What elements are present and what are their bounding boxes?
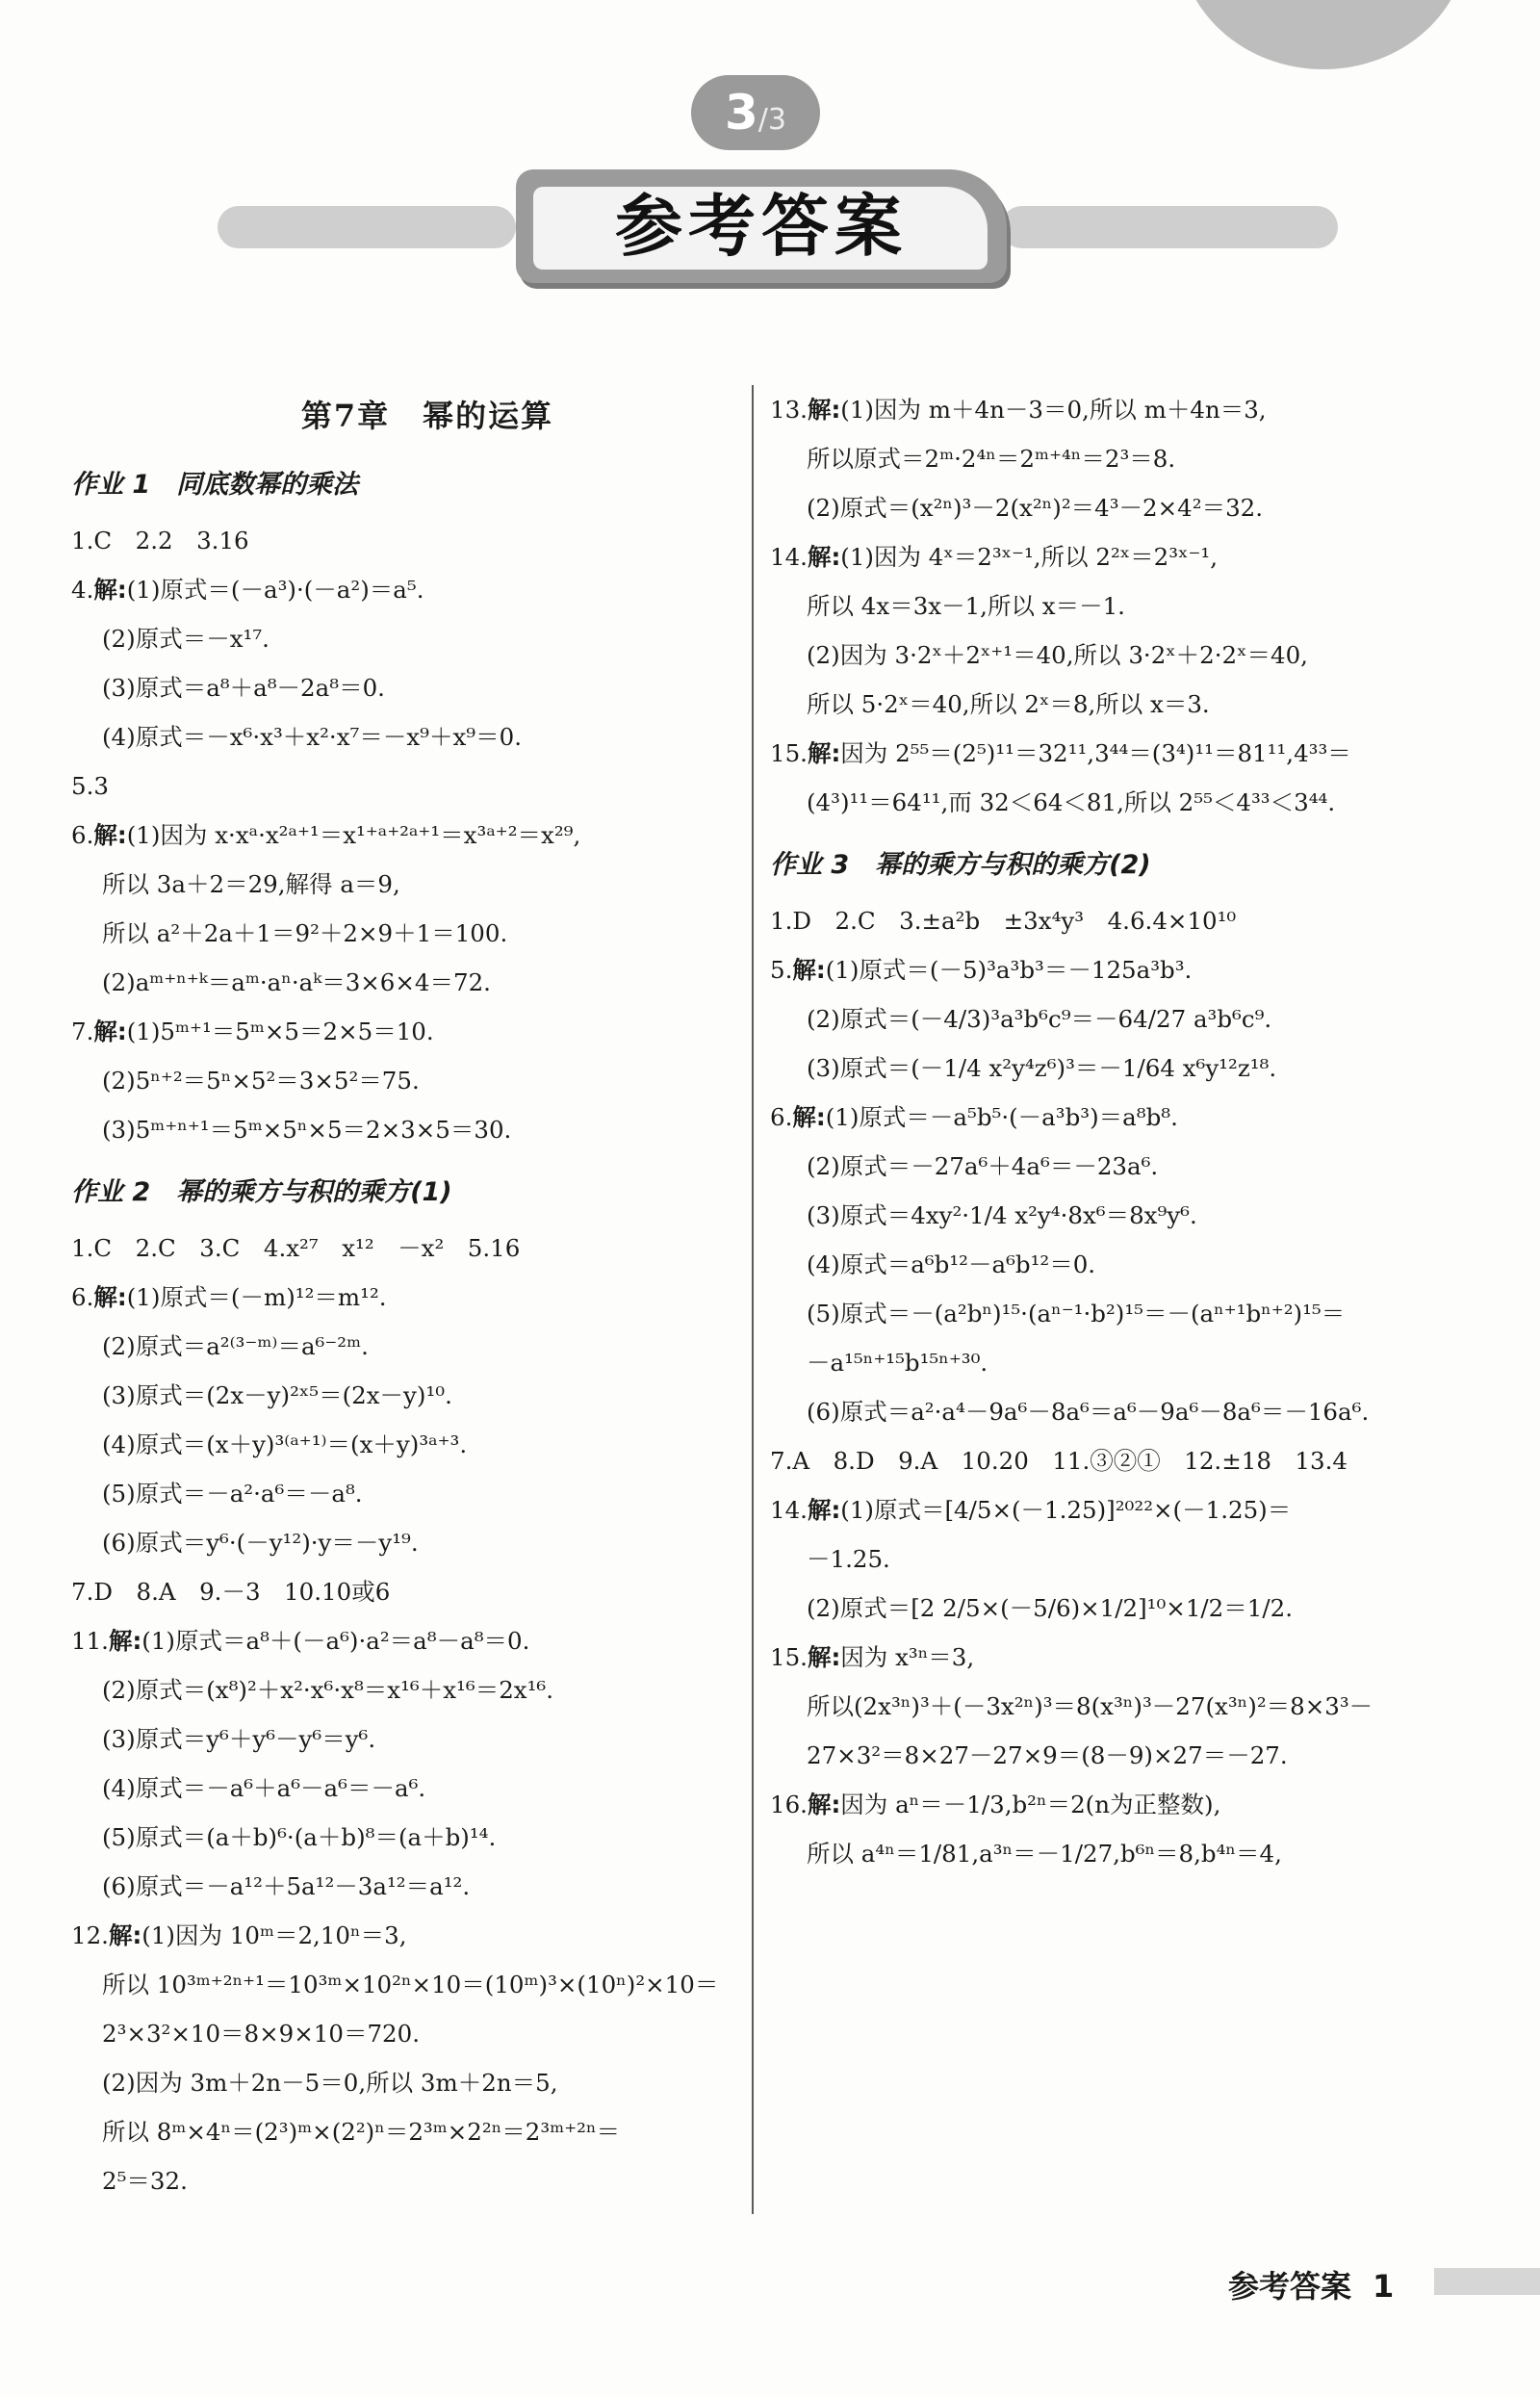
answer-line: 7.D 8.A 9.－3 10.10或6 <box>71 1578 391 1606</box>
solution-step: (2)原式＝(－4/3)³a³b⁶c⁹＝－64/27 a³b⁶c⁹. <box>807 1005 1272 1033</box>
solution-step: －a¹⁵ⁿ⁺¹⁵b¹⁵ⁿ⁺³⁰. <box>807 1349 988 1377</box>
solution-line <box>71 565 745 614</box>
right-column <box>770 385 1453 1878</box>
problem-number: 6. <box>770 1103 793 1131</box>
problem-number: 12. <box>71 1921 109 1949</box>
solution-step: (2)因为 3m＋2n－5＝0,所以 3m＋2n＝5, <box>102 2069 558 2097</box>
solution-step: (3)原式＝4xy²·1/4 x²y⁴·8x⁶＝8x⁹y⁶. <box>807 1201 1197 1229</box>
solution-step: (2)因为 3·2ˣ＋2ˣ⁺¹＝40,所以 3·2ˣ＋2·2ˣ＝40, <box>807 641 1308 669</box>
solution-line <box>770 945 1453 994</box>
solution-step: 所以(2x³ⁿ)³＋(－3x²ⁿ)³＝8(x³ⁿ)³－27(x³ⁿ)²＝8×3³－ <box>807 1692 1373 1720</box>
solution-step: 所以 3a＋2＝29,解得 a＝9, <box>102 870 400 898</box>
answer-line: 1.D 2.C 3.±a²b ±3x⁴y³ 4.6.4×10¹⁰ <box>770 907 1237 935</box>
solution-text: (1)因为 x·xᵃ·x²ᵃ⁺¹＝x¹⁺ᵃ⁺²ᵃ⁺¹＝x³ᵃ⁺²＝x²⁹, <box>126 821 581 849</box>
problem-number: 6. <box>71 1283 94 1311</box>
solution-text: (1)5ᵐ⁺¹＝5ᵐ×5＝2×5＝10. <box>126 1018 434 1045</box>
solution-line <box>770 1780 1453 1829</box>
solution-text: (1)因为 10ᵐ＝2,10ⁿ＝3, <box>141 1921 407 1949</box>
corner-decoration <box>1179 0 1468 69</box>
section-heading: 作业 1 同底数幂的乘法 <box>71 470 359 500</box>
solution-line <box>71 1273 745 1322</box>
solve-label: 解: <box>792 956 826 984</box>
solution-text: (1)原式＝[4/5×(－1.25)]²⁰²²×(－1.25)＝ <box>840 1496 1292 1524</box>
page-title: 参考答案 <box>615 187 908 266</box>
solve-label: 解: <box>93 1283 127 1311</box>
solution-line <box>71 811 745 860</box>
solve-label: 解: <box>108 1921 142 1949</box>
solution-line <box>770 532 1453 581</box>
problem-number: 16. <box>770 1791 808 1818</box>
solution-step: －1.25. <box>807 1545 890 1573</box>
solution-step: (3)原式＝a⁸＋a⁸－2a⁸＝0. <box>102 674 385 702</box>
solution-step: (2)原式＝a²⁽³⁻ᵐ⁾＝a⁶⁻²ᵐ. <box>102 1332 369 1360</box>
solve-label: 解: <box>807 1791 841 1818</box>
badge-number: 3 <box>725 85 758 141</box>
section-heading: 作业 2 幂的乘方与积的乘方(1) <box>71 1177 452 1207</box>
solution-line <box>770 729 1453 778</box>
column-divider <box>752 385 754 2214</box>
solution-step: (6)原式＝a²·a⁴－9a⁶－8a⁶＝a⁶－9a⁶－8a⁶＝－16a⁶. <box>807 1398 1370 1426</box>
page-number: 1 <box>1373 2268 1395 2305</box>
solution-step: 2³×3²×10＝8×9×10＝720. <box>102 2020 421 2048</box>
solution-step: (2)5ⁿ⁺²＝5ⁿ×5²＝3×5²＝75. <box>102 1067 420 1095</box>
solution-text: (1)原式＝(－a³)·(－a²)＝a⁵. <box>126 576 424 604</box>
solution-text: (1)因为 m＋4n－3＝0,所以 m＋4n＝3, <box>840 396 1267 424</box>
solution-line <box>71 1911 745 1960</box>
solution-step: (4)原式＝(x＋y)³⁽ᵃ⁺¹⁾＝(x＋y)³ᵃ⁺³. <box>102 1430 468 1458</box>
solve-label: 解: <box>93 1018 127 1045</box>
solution-step: (2)aᵐ⁺ⁿ⁺ᵏ＝aᵐ·aⁿ·aᵏ＝3×6×4＝72. <box>102 968 491 996</box>
page-badge <box>691 75 820 150</box>
answer-line: 5.3 <box>71 772 109 800</box>
footer-bar <box>1434 2268 1540 2295</box>
answer-line: 1.C 2.2 3.16 <box>71 527 249 554</box>
solution-step: 所以 8ᵐ×4ⁿ＝(2³)ᵐ×(2²)ⁿ＝2³ᵐ×2²ⁿ＝2³ᵐ⁺²ⁿ＝ <box>102 2118 621 2146</box>
solution-text: 因为 x³ⁿ＝3, <box>840 1643 975 1671</box>
solve-label: 解: <box>807 396 841 424</box>
solution-step: (2)原式＝[2 2/5×(－5/6)×1/2]¹⁰×1/2＝1/2. <box>807 1594 1293 1622</box>
solution-step: (5)原式＝－a²·a⁶＝－a⁸. <box>102 1480 363 1508</box>
solution-text: (1)原式＝a⁸＋(－a⁶)·a²＝a⁸－a⁸＝0. <box>141 1627 530 1655</box>
problem-number: 15. <box>770 1643 808 1671</box>
solution-text: 因为 aⁿ＝－1/3,b²ⁿ＝2(n为正整数), <box>840 1791 1221 1818</box>
problem-number: 15. <box>770 739 808 767</box>
solution-step: (3)原式＝(－1/4 x²y⁴z⁶)³＝－1/64 x⁶y¹²z¹⁸. <box>807 1054 1277 1082</box>
solution-step: (4)原式＝－x⁶·x³＋x²·x⁷＝－x⁹＋x⁹＝0. <box>102 723 522 751</box>
solution-line <box>71 1007 745 1056</box>
solution-line <box>770 1633 1453 1682</box>
chapter-title: 第7章 幂的运算 <box>300 398 554 434</box>
solution-line <box>770 385 1453 434</box>
solve-label: 解: <box>792 1103 826 1131</box>
solve-label: 解: <box>93 576 127 604</box>
solve-label: 解: <box>807 543 841 571</box>
solution-step: (6)原式＝y⁶·(－y¹²)·y＝－y¹⁹. <box>102 1529 419 1557</box>
solve-label: 解: <box>807 1496 841 1524</box>
solution-step: 2⁵＝32. <box>102 2167 188 2195</box>
solution-text: (1)因为 4ˣ＝2³ˣ⁻¹,所以 2²ˣ＝2³ˣ⁻¹, <box>840 543 1218 571</box>
solution-line <box>770 1093 1453 1142</box>
solution-step: (2)原式＝－27a⁶＋4a⁶＝－23a⁶. <box>807 1152 1159 1180</box>
solution-text: (1)原式＝(－5)³a³b³＝－125a³b³. <box>825 956 1193 984</box>
solution-step: (2)原式＝－x¹⁷. <box>102 625 270 653</box>
problem-number: 7. <box>71 1018 94 1045</box>
problem-number: 4. <box>71 576 94 604</box>
title-stripe-left <box>218 206 516 248</box>
solve-label: 解: <box>807 1643 841 1671</box>
solution-step: (5)原式＝(a＋b)⁶·(a＋b)⁸＝(a＋b)¹⁴. <box>102 1823 497 1851</box>
solution-step: 27×3²＝8×27－27×9＝(8－9)×27＝－27. <box>807 1741 1288 1769</box>
answer-line: 1.C 2.C 3.C 4.x²⁷ x¹² －x² 5.16 <box>71 1234 521 1262</box>
section-heading: 作业 3 幂的乘方与积的乘方(2) <box>770 850 1151 880</box>
title-banner <box>516 169 1007 283</box>
solve-label: 解: <box>93 821 127 849</box>
problem-number: 5. <box>770 956 793 984</box>
left-column <box>71 385 745 2205</box>
solution-step: 所以原式＝2ᵐ·2⁴ⁿ＝2ᵐ⁺⁴ⁿ＝2³＝8. <box>807 445 1176 473</box>
problem-number: 11. <box>71 1627 109 1655</box>
solution-step: (4)原式＝a⁶b¹²－a⁶b¹²＝0. <box>807 1250 1096 1278</box>
solution-line <box>770 1485 1453 1534</box>
problem-number: 14. <box>770 1496 808 1524</box>
solution-text: (1)原式＝－a⁵b⁵·(－a³b³)＝a⁸b⁸. <box>825 1103 1178 1131</box>
solution-step: 所以 4x＝3x－1,所以 x＝－1. <box>807 592 1125 620</box>
solution-step: (2)原式＝(x⁸)²＋x²·x⁶·x⁸＝x¹⁶＋x¹⁶＝2x¹⁶. <box>102 1676 554 1704</box>
solution-step: (3)原式＝(2x－y)²ˣ⁵＝(2x－y)¹⁰. <box>102 1381 452 1409</box>
footer <box>1228 2262 1394 2307</box>
solution-step: (4)原式＝－a⁶＋a⁶－a⁶＝－a⁶. <box>102 1774 426 1802</box>
solution-step: 所以 a⁴ⁿ＝1/81,a³ⁿ＝－1/27,b⁶ⁿ＝8,b⁴ⁿ＝4, <box>807 1840 1282 1868</box>
answer-line: 7.A 8.D 9.A 10.20 11.③②① 12.±18 13.4 <box>770 1447 1348 1475</box>
solution-line <box>71 1616 745 1665</box>
solution-step: (3)5ᵐ⁺ⁿ⁺¹＝5ᵐ×5ⁿ×5＝2×3×5＝30. <box>102 1116 512 1144</box>
solution-step: (6)原式＝－a¹²＋5a¹²－3a¹²＝a¹². <box>102 1872 471 1900</box>
problem-number: 6. <box>71 821 94 849</box>
solve-label: 解: <box>108 1627 142 1655</box>
solution-step: 所以 5·2ˣ＝40,所以 2ˣ＝8,所以 x＝3. <box>807 690 1210 718</box>
solution-step: 所以 a²＋2a＋1＝9²＋2×9＋1＝100. <box>102 919 508 947</box>
badge-total: /3 <box>757 103 786 137</box>
title-stripe-right <box>1001 206 1338 248</box>
solution-text: (1)原式＝(－m)¹²＝m¹². <box>126 1283 387 1311</box>
solution-text: 因为 2⁵⁵＝(2⁵)¹¹＝32¹¹,3⁴⁴＝(3⁴)¹¹＝81¹¹,4³³＝ <box>840 739 1351 767</box>
problem-number: 13. <box>770 396 808 424</box>
solution-step: 所以 10³ᵐ⁺²ⁿ⁺¹＝10³ᵐ×10²ⁿ×10＝(10ᵐ)³×(10ⁿ)²×10＝ <box>102 1971 719 1998</box>
solve-label: 解: <box>807 739 841 767</box>
problem-number: 14. <box>770 543 808 571</box>
solution-step: (5)原式＝－(a²bⁿ)¹⁵·(aⁿ⁻¹·b²)¹⁵＝－(aⁿ⁺¹bⁿ⁺²)¹⁵＝ <box>807 1300 1346 1327</box>
solution-step: (4³)¹¹＝64¹¹,而 32＜64＜81,所以 2⁵⁵＜4³³＜3⁴⁴. <box>807 788 1336 816</box>
footer-label: 参考答案 <box>1228 2268 1352 2305</box>
solution-step: (3)原式＝y⁶＋y⁶－y⁶＝y⁶. <box>102 1725 376 1753</box>
solution-step: (2)原式＝(x²ⁿ)³－2(x²ⁿ)²＝4³－2×4²＝32. <box>807 494 1264 522</box>
